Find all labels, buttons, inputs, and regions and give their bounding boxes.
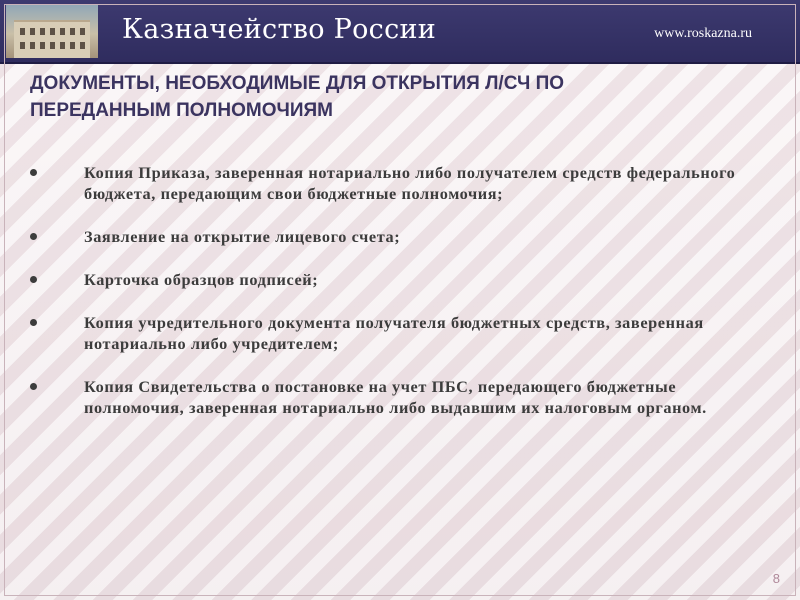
bullet-icon [30, 276, 37, 283]
list-item [30, 312, 750, 354]
list-item [30, 162, 750, 204]
building-facade [14, 20, 90, 58]
header-url-link[interactable]: www.roskazna.ru [654, 26, 752, 41]
header-title: Казначейство России [122, 14, 437, 45]
list-item [30, 226, 750, 247]
bullet-icon [30, 169, 37, 176]
list-item [30, 376, 750, 418]
treasury-building-icon [6, 4, 98, 58]
slide-title-line-2: ПЕРЕДАННЫМ ПОЛНОМОЧИЯМ [30, 100, 333, 121]
bullet-icon [30, 319, 37, 326]
list-item-text: Копия учредительного документа получателя бюджетных средств, заверенная нотариально либо учредителем; [84, 313, 704, 353]
list-item-text: Копия Свидетельства о постановке на учет ПБС, передающего бюджетные полномочия, заверенная нотариально либо выдавшим их налоговым органом. [84, 377, 707, 417]
page-number: 8 [772, 571, 780, 586]
header-bar [0, 0, 800, 64]
slide-title [30, 70, 770, 124]
slide-title-line-1: ДОКУМЕНТЫ, НЕОБХОДИМЫЕ ДЛЯ ОТКРЫТИЯ Л/СЧ ПО [30, 73, 565, 94]
document-list [30, 162, 750, 440]
list-item-text: Копия Приказа, заверенная нотариально либо получателем средств федерального бюджета, передающим свои бюджетные полномочия; [84, 163, 736, 203]
list-item [30, 269, 750, 290]
list-item-text: Карточка образцов подписей; [84, 270, 319, 289]
bullet-icon [30, 383, 37, 390]
list-item-text: Заявление на открытие лицевого счета; [84, 227, 401, 246]
bullet-icon [30, 233, 37, 240]
